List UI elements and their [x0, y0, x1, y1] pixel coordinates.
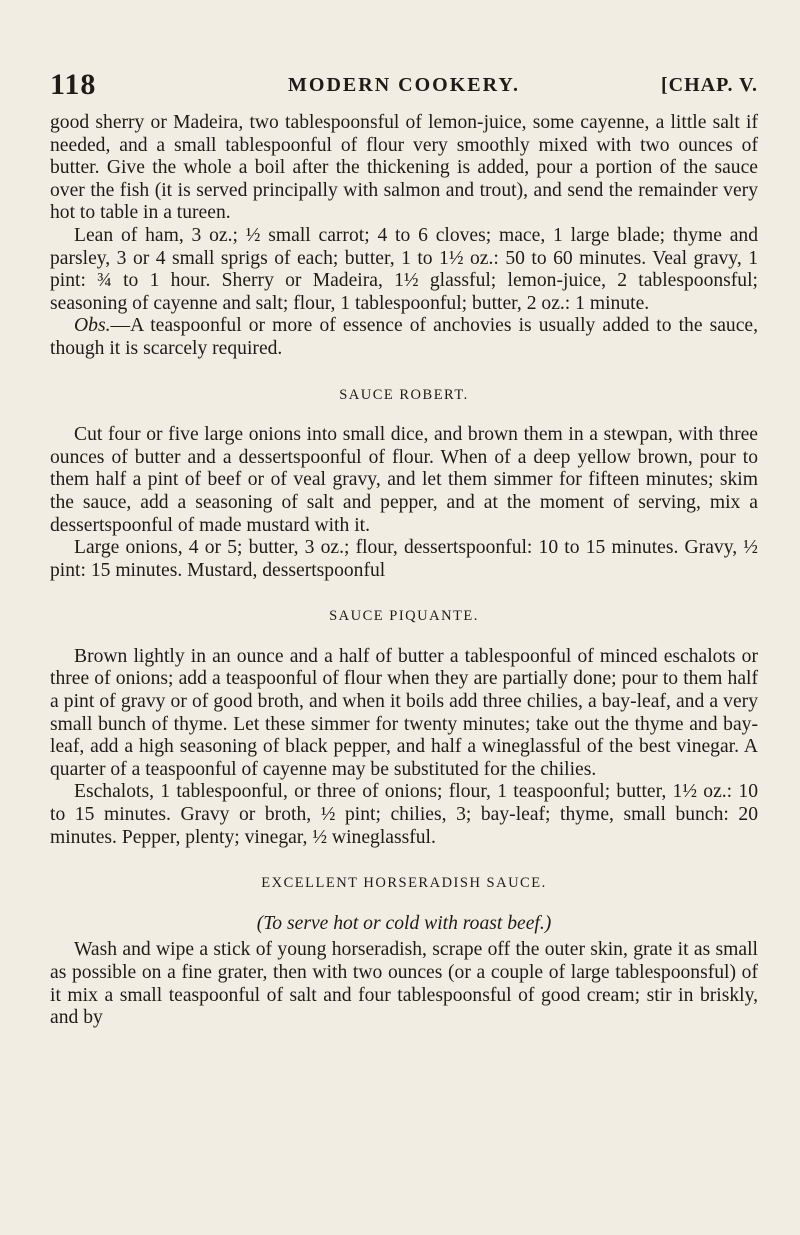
paragraph: Brown lightly in an ounce and a half of butter a tablespoonful of minced eschalots or three of onions; add a teaspoonful of flour when they are partially done; pour to them half a pint of gravy or of good broth, and when it boils add three chilies, a bay-leaf, and a very small bunch of thyme. Let these simmer for twenty minutes; take out the thyme and bay-leaf, add a high seasoning of black pepper, and half a wineglassful of the best vinegar. A quarter of a teaspoonful of cayenne may be substituted for the chilies. — [50, 645, 758, 780]
paragraph: Cut four or five large onions into small dice, and brown them in a stewpan, with three ounces of butter and a dessertspoonful of flour. When of a deep yellow brown, pour to them half a pint of beef or of veal gravy, and let them simmer for fifteen minutes; skim the sauce, add a seasoning of salt and pepper, and at the moment of serving, mix a dessertspoonful of made mustard with it. — [50, 424, 758, 536]
paragraph: Wash and wipe a stick of young horseradish, scrape off the outer skin, grate it as small as possible on a fine grater, then with two ounces (or a couple of large tablespoonsful) of it mix a small teaspoonful of salt and four tablespoonsful of good cream; stir in briskly, and by — [50, 939, 758, 1029]
paragraph: Lean of ham, 3 oz.; ½ small carrot; 4 to 6 cloves; mace, 1 large blade; thyme and parsley, 3 or 4 small sprigs of each; butter, 1 to 1½ oz.: 50 to 60 minutes. Veal gravy, 1 pint: ¾ to 1 hour. Sherry or Madeira, 1½ glassful; lemon-juice, 2 tablespoonsful; seasoning of cayenne and salt; flour, 1 tablespoonful; butter, 2 oz.: 1 minute. — [50, 224, 758, 314]
section-heading-horseradish-sauce: EXCELLENT HORSERADISH SAUCE. — [261, 875, 547, 892]
page-body — [50, 112, 758, 1030]
obs-label: Obs. — [74, 315, 111, 337]
chapter-label: [CHAP. V. — [661, 74, 758, 96]
paragraph: Large onions, 4 or 5; butter, 3 oz.; flour, dessertspoonful: 10 to 15 minutes. Gravy, ½ pint: 15 minutes. Mustard, dessertspoonful — [50, 537, 758, 581]
section-heading-sauce-robert: SAUCE ROBERT. — [339, 386, 469, 403]
paragraph: good sherry or Madeira, two tablespoonsful of lemon-juice, some cayenne, a little salt if needed, and a small tablespoonful of flour very smoothly mixed with two ounces of butter. Give the whole a boil after the thickening is added, pour a portion of the sauce over the fish (it is served principally with salmon and trout), and send the remainder very hot to table in a tureen. — [50, 112, 758, 224]
section-subheading: (To serve hot or cold with roast beef.) — [256, 912, 552, 934]
page-number: 118 — [50, 68, 97, 101]
section-heading-sauce-piquante: SAUCE PIQUANTE. — [329, 608, 479, 625]
page-header — [50, 68, 758, 112]
paragraph: Eschalots, 1 tablespoonful, or three of onions; flour, 1 teaspoonful; butter, 1½ oz.: 10 to 15 minutes. Gravy or broth, ½ pint; chilies, 3; bay-leaf; thyme, small bunch: 20 minutes. Pepper, plenty; vinegar, ½ wineglassful. — [50, 781, 758, 848]
observation-paragraph — [50, 315, 758, 360]
obs-text: —A teaspoonful or more of essence of anchovies is usually added to the sauce, though it is scarcely required. — [50, 315, 758, 359]
running-title: MODERN COOKERY. — [288, 74, 520, 96]
